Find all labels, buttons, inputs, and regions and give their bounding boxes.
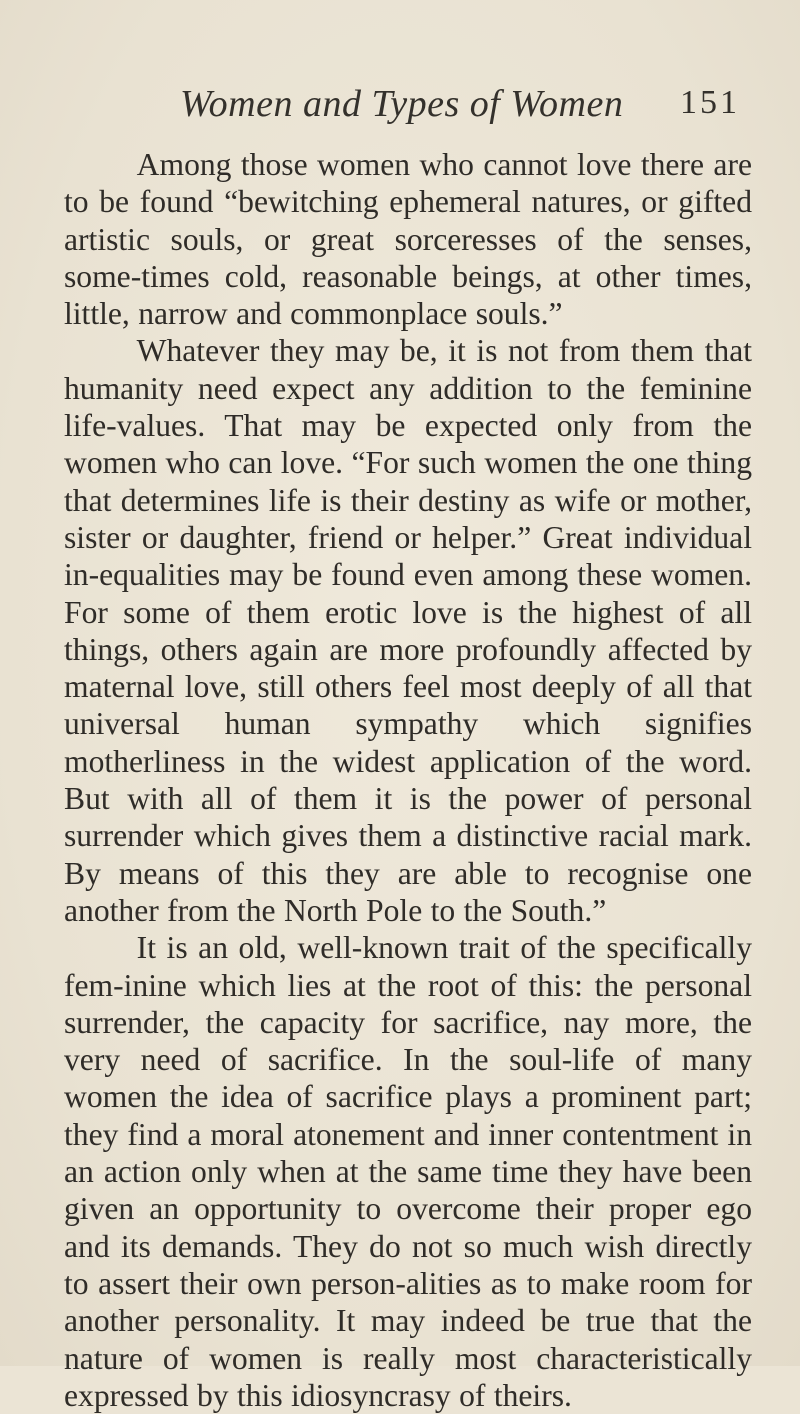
running-head xyxy=(180,82,740,132)
running-title: Women and Types of Women xyxy=(180,83,624,125)
page-number: 151 xyxy=(680,84,740,121)
paragraph-3: It is an old, well-known trait of the specifically fem-inine which lies at the root of this: the personal surrender, the capacity for sacrifice, nay more, the very need of sacrifice. In the soul-life of many women the idea of sacrifice plays a prominent part; they find a moral atonement and inner contentment in an action only when at the same time they have been given an opportunity to overcome their proper ego and its demands. They do not so much wish directly to assert their own person-alities as to make room for another personality. It may indeed be true that the nature of women is really most characteristically expressed by this idiosyncrasy of theirs. xyxy=(64,930,752,1413)
paragraph-1: Among those women who cannot love there are to be found “bewitching ephemeral natures, or gifted artistic souls, or great sorceresses of the senses, some-times cold, reasonable beings, at other times, little, narrow and commonplace souls.” xyxy=(64,147,752,332)
paragraph-2: Whatever they may be, it is not from them that humanity need expect any addition to the feminine life-values. That may be expected only from the women who can love. “For such women the one thing that determines life is their destiny as wife or mother, sister or daughter, friend or helper.” Great individual in-equalities may be found even among these women. For some of them erotic love is the highest of all things, others again are more profoundly affected by maternal love, still others feel most deeply of all that universal human sympathy which signifies motherliness in the widest application of the word. But with all of them it is the power of personal surrender which gives them a distinctive racial mark. By means of this they are able to recognise one another from the North Pole to the South.” xyxy=(64,333,752,928)
body-text xyxy=(64,146,752,1414)
